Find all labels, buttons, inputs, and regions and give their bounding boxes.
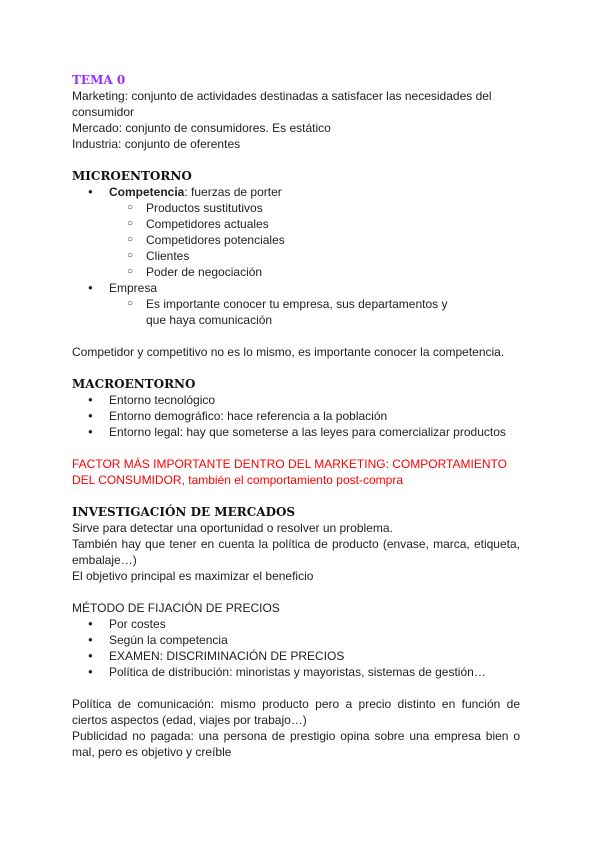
competencia-rest: : fuerzas de porter — [184, 185, 282, 199]
empresa-sublist — [72, 296, 520, 328]
list-item: ● EXAMEN: DISCRIMINACIÓN DE PRECIOS — [72, 648, 520, 664]
macroentorno-heading: MACROENTORNO — [72, 377, 196, 391]
list-item: ● Política de distribución: minoristas y mayoristas, sistemas de gestión… — [72, 664, 520, 680]
list-item: ○ Competidores actuales — [72, 216, 520, 232]
list-item: ● Entorno legal: hay que someterse a las leyes para comercializar productos — [72, 424, 520, 440]
publicidad-line: Publicidad no pagada: una persona de prestigio opina sobre una empresa bien o mal, pero es objetivo y creíble — [72, 729, 520, 759]
list-item: ○ Productos sustitutivos — [72, 200, 520, 216]
factor-highlight: FACTOR MÁS IMPORTANTE DENTRO DEL MARKETING: COMPORTAMIENTO DEL CONSUMIDOR, también el comportamiento post-compra — [72, 457, 507, 487]
tema-line-marketing: Marketing: conjunto de actividades destinadas a satisfacer las necesidades del consumidor — [72, 89, 492, 119]
competencia-sublist — [72, 200, 520, 280]
list-item: ● Por costes — [72, 616, 520, 632]
investigacion-heading: INVESTIGACIÓN DE MERCADOS — [72, 505, 296, 519]
list-item: ● Según la competencia — [72, 632, 520, 648]
microentorno-list — [72, 184, 520, 200]
list-item: ○ Clientes — [72, 248, 520, 264]
investigacion-line: Sirve para detectar una oportunidad o resolver un problema. — [72, 521, 393, 535]
competencia-label: Competencia — [109, 185, 185, 199]
macroentorno-list — [72, 392, 520, 440]
list-item: ○ Poder de negociación — [72, 264, 520, 280]
microentorno-heading: MICROENTORNO — [72, 169, 192, 183]
list-item-competencia — [72, 184, 520, 200]
tema-line-industria: Industria: conjunto de oferentes — [72, 137, 241, 151]
list-item: ○ Es importante conocer tu empresa, sus departamentos y que haya comunicación — [72, 296, 520, 328]
investigacion-line: El objetivo principal es maximizar el beneficio — [72, 569, 314, 583]
tema-heading: TEMA 0 — [72, 73, 126, 87]
microentorno-list-empresa — [72, 280, 520, 296]
list-item: ● Entorno demográfico: hace referencia a la población — [72, 408, 520, 424]
list-item-empresa: ● Empresa — [72, 280, 520, 296]
investigacion-line: También hay que tener en cuenta la política de producto (envase, marca, etiqueta, embalaje…) — [72, 537, 520, 567]
tema-line-mercado: Mercado: conjunto de consumidores. Es estático — [72, 121, 331, 135]
list-item: ○ Competidores potenciales — [72, 232, 520, 248]
metodo-list — [72, 616, 520, 680]
competidor-note: Competidor y competitivo no es lo mismo, es importante conocer la competencia. — [72, 345, 505, 359]
metodo-heading: MÉTODO DE FIJACIÓN DE PRECIOS — [72, 601, 280, 615]
comunicacion-line: Política de comunicación: mismo producto pero a precio distinto en función de ciertos aspectos (edad, viajes por trabajo…) — [72, 697, 520, 727]
list-item: ● Entorno tecnológico — [72, 392, 520, 408]
